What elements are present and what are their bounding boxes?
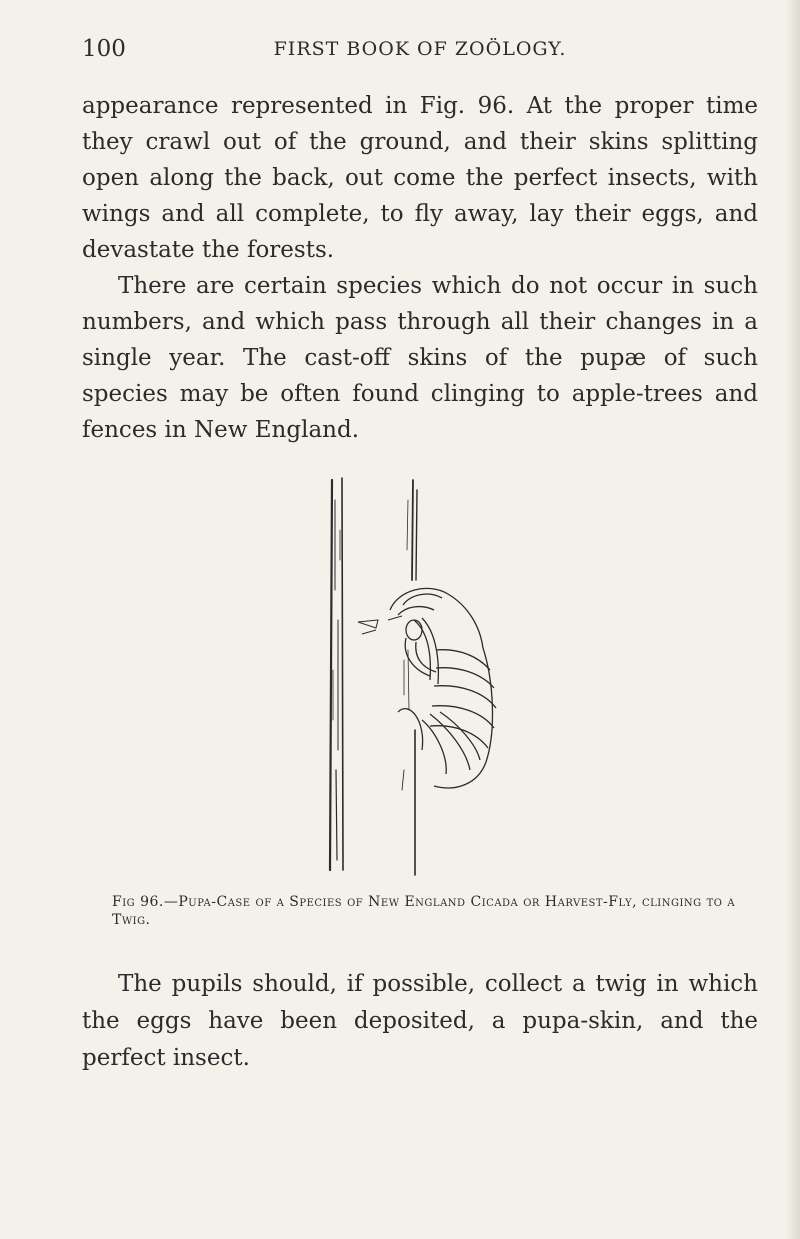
twig-drawing (330, 478, 417, 875)
cicada-pupa-illustration (318, 470, 518, 880)
paragraph-2: There are certain species which do not occur in such numbers, and which pass through all their changes in a single year. The cast-off skins of the pupæ of such species may be often found clinging to apple-trees and fences in New England. (82, 273, 758, 443)
page-header (82, 36, 758, 66)
figure-caption-text: —Pupa-Case of a Species of New England Cicada or Harvest-Fly, clinging to a Twig. (112, 894, 736, 928)
page-edge-shadow (786, 0, 800, 1239)
figure-caption (112, 893, 760, 929)
figure-label: Fig 96. (112, 894, 164, 910)
page-number: 100 (82, 36, 126, 62)
pupa-case-drawing (358, 588, 496, 788)
paragraph-3: The pupils should, if possible, collect a twig in which the eggs have been deposited, a pupa-skin, and the perfect insect. (82, 971, 758, 1071)
running-title: FIRST BOOK OF ZOÖLOGY. (273, 38, 567, 60)
paragraph-1: appearance represented in Fig. 96. At the proper time they crawl out of the ground, and their skins splitting open along the back, out come the perfect insects, with wings and all complete, to fly away, lay their eggs, and devastate the forests. (82, 93, 758, 263)
